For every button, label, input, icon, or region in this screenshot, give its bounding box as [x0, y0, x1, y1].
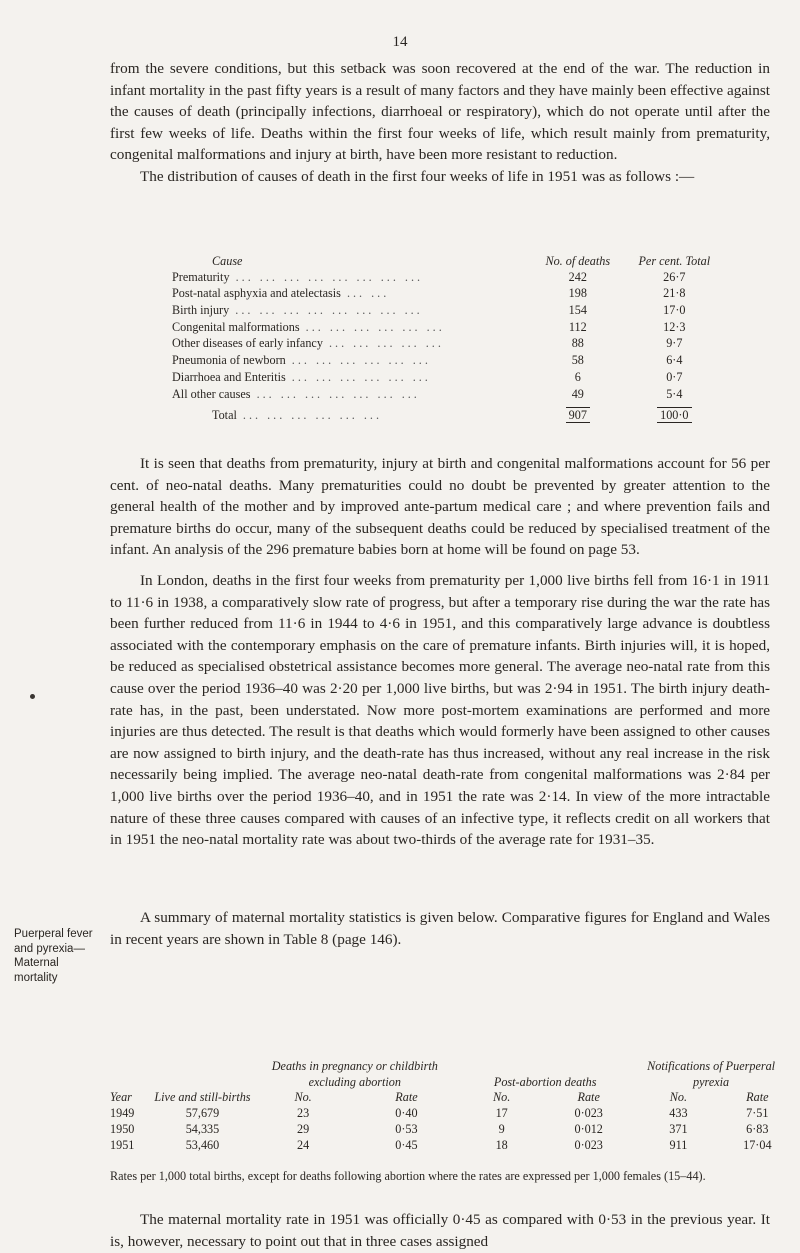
percent-value: 26·7: [663, 269, 686, 284]
abort-no-cell: 17: [495, 1106, 508, 1120]
preg-no-cell: 24: [297, 1138, 310, 1152]
deaths-value: 112: [568, 319, 587, 334]
notif-rate-cell: 17·04: [743, 1138, 772, 1152]
live-births-header: Live and still-births: [154, 1090, 251, 1104]
notif-no-cell: 371: [669, 1122, 688, 1136]
cause-name: Prematurity: [172, 270, 233, 284]
deaths-value: 198: [568, 286, 587, 301]
pregnancy-deaths-header: Deaths in pregnancy or childbirth excluding abortion: [271, 1059, 438, 1089]
deaths-value: 242: [568, 269, 587, 284]
notif-no-cell: 911: [669, 1138, 688, 1152]
rate-header: Rate: [746, 1090, 769, 1104]
preg-rate-cell: 0·53: [395, 1122, 418, 1136]
cause-name: Post-natal asphyxia and atelectasis: [172, 286, 344, 300]
year-cell: 1950: [110, 1122, 135, 1136]
table-row: Pneumonia of newborn ... ... ... ... ... ... 58 6·4: [172, 353, 732, 370]
cause-name: Birth injury: [172, 303, 232, 317]
percent-header: Per cent. Total: [638, 254, 711, 268]
year-cell: 1949: [110, 1106, 135, 1120]
paragraph-closing: [110, 1209, 770, 1252]
preg-no-cell: 23: [297, 1106, 310, 1120]
abort-no-cell: 9: [498, 1122, 505, 1136]
table-row: [110, 1106, 790, 1122]
cause-name: Pneumonia of newborn: [172, 353, 289, 367]
paragraph-3: It is seen that deaths from prematurity, injury at birth and congenital malformations account for 56 per cent. of neo-natal deaths. Many prematurities could no doubt be prevented by greater attention to the general health of the mother and by improved ante-partum medical care ; and where prevention fails and premature births do occur, many of the subsequent deaths could be reduced by specialised treatment of the infant. An analysis of the 296 premature babies born at home will be found on page 53.: [110, 455, 770, 559]
births-cell: 54,335: [185, 1122, 220, 1136]
cause-name: Diarrhoea and Enteritis: [172, 370, 289, 384]
paragraph-2: The distribution of causes of death in the first four weeks of life in 1951 was as follows :—: [140, 167, 695, 185]
rate-header: Rate: [577, 1090, 600, 1104]
table-row: [110, 1122, 790, 1138]
abort-rate-cell: 0·012: [574, 1122, 603, 1136]
cause-name: Other diseases of early infancy: [172, 336, 326, 350]
preg-rate-cell: 0·45: [395, 1138, 418, 1152]
percent-value: 6·4: [666, 353, 683, 368]
paragraph-intro: [110, 58, 770, 188]
abort-rate-cell: 0·023: [574, 1106, 603, 1120]
table-row: Diarrhoea and Enteritis ... ... ... ... ... ... 6 0·7: [172, 370, 732, 387]
abort-no-cell: 18: [495, 1138, 508, 1152]
preg-rate-cell: 0·40: [395, 1106, 418, 1120]
cause-name: All other causes: [172, 387, 254, 401]
paragraph-5: A summary of maternal mortality statistics is given below. Comparative figures for England and Wales in recent years are shown in Table 8 (page 146).: [110, 909, 770, 948]
paragraph-6: The maternal mortality rate in 1951 was officially 0·45 as compared with 0·53 in the previous year. It is, however, necessary to point out that in three cases assigned: [110, 1211, 770, 1250]
total-row: Total ... ... ... ... ... ... 907 100·0: [172, 403, 732, 425]
year-header: Year: [110, 1090, 132, 1104]
notifications-header: Notifications of Puerperal pyrexia: [647, 1059, 776, 1089]
causes-of-death-table: [172, 253, 732, 425]
table-row: Other diseases of early infancy ... ... ... ... ... 88 9·7: [172, 336, 732, 353]
paragraph-discussion: [110, 453, 770, 851]
percent-value: 5·4: [666, 386, 683, 401]
notif-rate-cell: 7·51: [746, 1106, 769, 1120]
cause-header: Cause: [212, 254, 243, 268]
table-row: Congenital malformations ... ... ... ... ... ... 112 12·3: [172, 320, 732, 337]
percent-value: 17·0: [663, 303, 686, 318]
percent-value: 12·3: [663, 319, 686, 334]
maternal-mortality-table: [110, 1059, 790, 1154]
cause-name: Congenital malformations: [172, 320, 303, 334]
deaths-value: 88: [571, 336, 584, 351]
notif-rate-cell: 6·83: [746, 1122, 769, 1136]
births-cell: 57,679: [185, 1106, 220, 1120]
margin-dot: [30, 694, 35, 699]
percent-value: 21·8: [663, 286, 686, 301]
table-row: Prematurity ... ... ... ... ... ... ... ... 242 26·7: [172, 270, 732, 287]
deaths-value: 6: [574, 369, 581, 384]
total-deaths: 907: [566, 407, 590, 423]
no-header: No.: [294, 1090, 312, 1104]
births-cell: 53,460: [185, 1138, 220, 1152]
total-percent: 100·0: [657, 407, 691, 423]
post-abortion-header: Post-abortion deaths: [493, 1074, 597, 1089]
table-row: [110, 1138, 790, 1154]
table-row: All other causes ... ... ... ... ... ... ... 49 5·4: [172, 387, 732, 404]
paragraph-1: from the severe conditions, but this setback was soon recovered at the end of the war. The reduction in infant mortality in the past fifty years is a result of many factors and they have mainly been effective against the causes of death (principally infections, diarrhoeal or respiratory), which do not operate until after the first few weeks of life. Deaths within the first four weeks of life, which result mainly from prematurity, congenital malformations and injury at birth, have been more resistant to reduction.: [110, 60, 770, 164]
margin-note: Puerperal fever and pyrexia— Maternal mortality: [14, 928, 93, 984]
deaths-value: 49: [571, 386, 584, 401]
no-header: No.: [669, 1090, 688, 1104]
preg-no-cell: 29: [297, 1122, 310, 1136]
page-number: 14: [392, 34, 408, 50]
paragraph-4: In London, deaths in the first four weeks from prematurity per 1,000 live births fell from 16·1 in 1911 to 11·6 in 1938, a comparatively slow rate of progress, but after a temporary rise during the war the rate has been further reduced from 11·6 in 1944 to 4·6 in 1951, and this comparatively large advance is doubtless associated with the contemporary emphasis on the care of premature infants. Birth injuries will, it is hoped, be reduced as specialised obstetrical assistance becomes more general. The average neo-natal rate from this cause over the period 1936–40 was 2·20 per 1,000 live births, but was 2·94 in 1951. The birth injury death-rate has, in the past, been understated. Now more post-mortem examinations are performed and more injuries are thus detected. The result is that deaths which would formerly have been assigned to other causes are now assigned to birth injury, and the death-rate has thus increased, without any real increase in the risk necessarily being implied. The average neo-natal death-rate from congenital malformations was 2·84 per 1,000 live births over the period 1936–40, and in 1951 the rate was 2·14. In view of the more intractable nature of these three causes compared with causes of an infective type, it reflects credit on all workers that in 1951 the neo-natal mortality rate was about two-thirds of the average rate for 1931–35.: [110, 571, 770, 849]
deaths-header: No. of deaths: [545, 254, 611, 268]
year-cell: 1951: [110, 1138, 135, 1152]
percent-value: 0·7: [666, 369, 683, 384]
table-footnote: Rates per 1,000 total births, except for deaths following abortion where the rates are expressed per 1,000 females (15–44).: [110, 1169, 706, 1183]
rate-header: Rate: [395, 1090, 418, 1104]
notif-no-cell: 433: [669, 1106, 688, 1120]
table-row: Birth injury ... ... ... ... ... ... ... ... 154 17·0: [172, 303, 732, 320]
no-header: No.: [493, 1090, 511, 1104]
table-row: Post-natal asphyxia and atelectasis ... ... 198 21·8: [172, 286, 732, 303]
paragraph-maternal-intro: [110, 907, 770, 950]
deaths-value: 154: [568, 303, 587, 318]
deaths-value: 58: [571, 353, 584, 368]
abort-rate-cell: 0·023: [574, 1138, 603, 1152]
total-label: Total: [212, 408, 240, 422]
percent-value: 9·7: [666, 336, 683, 351]
